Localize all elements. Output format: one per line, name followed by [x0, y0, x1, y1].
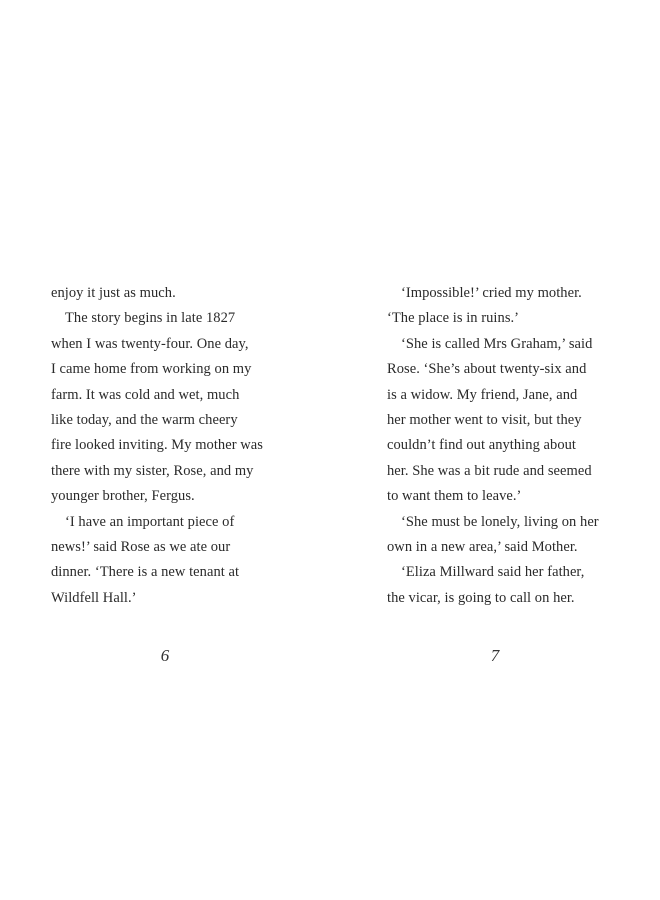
text-line: ‘She is called Mrs Graham,’ said	[401, 335, 593, 352]
text-line: when I was twenty-four. One day,	[51, 335, 249, 352]
text-line: I came home from working on my	[51, 361, 252, 378]
text-line: the vicar, is going to call on her.	[387, 589, 575, 606]
text-line: farm. It was cold and wet, much	[51, 386, 240, 403]
text-line: The story begins in late 1827	[65, 310, 236, 327]
text-line: to want them to leave.’	[387, 488, 522, 505]
text-line: Wildfell Hall.’	[51, 589, 137, 606]
text-line: like today, and the warm cheery	[51, 411, 238, 428]
text-line: own in a new area,’ said Mother.	[387, 538, 578, 555]
text-line: dinner. ‘There is a new tenant at	[51, 564, 240, 581]
text-line: ‘I have an important piece of	[65, 513, 235, 530]
text-line: ‘She must be lonely, living on her	[401, 513, 599, 530]
text-line: news!’ said Rose as we ate our	[51, 538, 231, 555]
left-page-text	[51, 281, 283, 611]
text-line: ‘Impossible!’ cried my mother.	[401, 285, 582, 301]
text-line: fire looked inviting. My mother was	[51, 437, 263, 454]
text-line: her mother went to visit, but they	[387, 411, 582, 428]
text-line: couldn’t find out anything about	[387, 437, 577, 454]
text-line: is a widow. My friend, Jane, and	[387, 386, 578, 403]
text-line: ‘The place is in ruins.’	[387, 310, 520, 327]
text-line: her. She was a bit rude and seemed	[387, 462, 592, 479]
text-line: younger brother, Fergus.	[51, 488, 195, 505]
right-page-text	[387, 281, 619, 611]
text-line: enjoy it just as much.	[51, 285, 176, 301]
left-page-number: 6	[160, 646, 170, 665]
text-line: there with my sister, Rose, and my	[51, 462, 254, 479]
text-line: ‘Eliza Millward said her father,	[401, 564, 585, 581]
text-line: Rose. ‘She’s about twenty-six and	[387, 361, 587, 378]
right-page-number: 7	[490, 646, 500, 665]
